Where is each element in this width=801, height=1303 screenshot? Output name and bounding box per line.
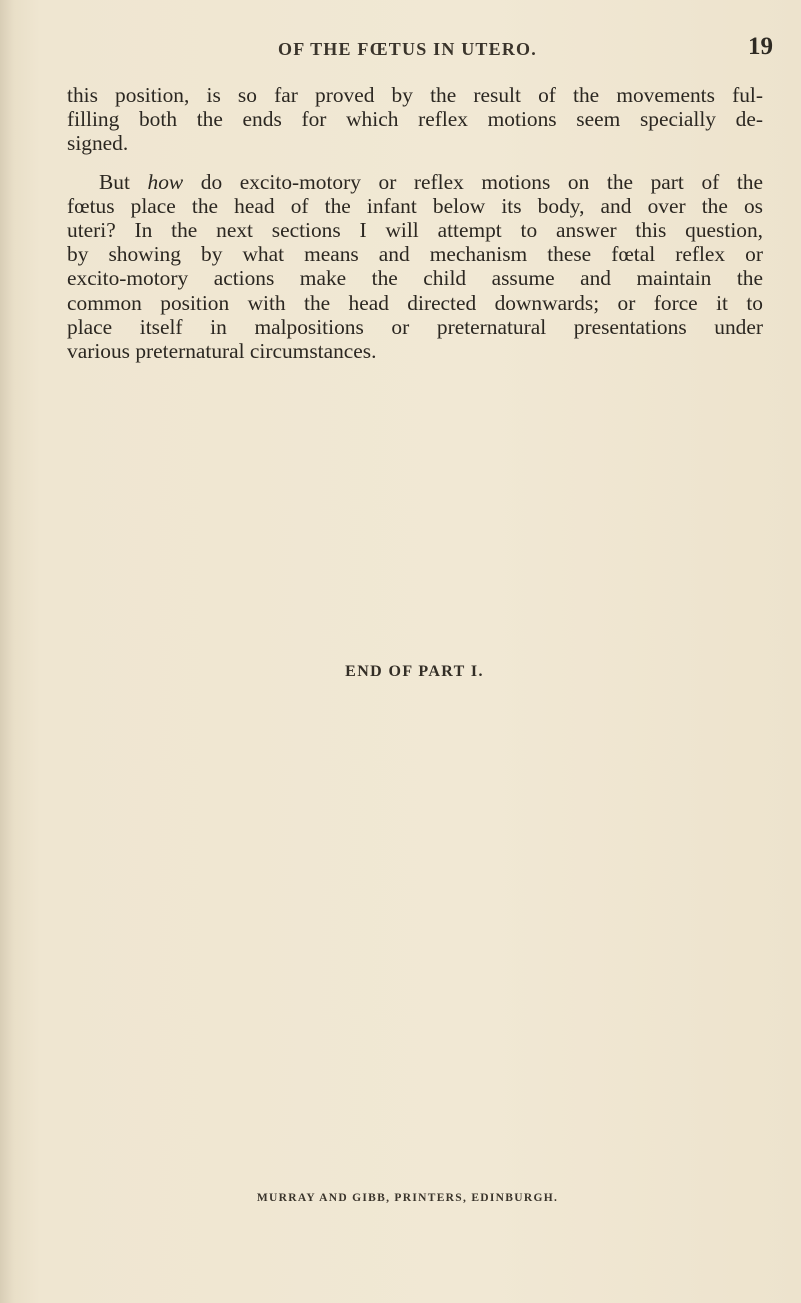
text-line: uteri? In the next sections I will attempt to answer this question, xyxy=(67,218,763,243)
text-line: fœtus place the head of the infant below its body, and over the os xyxy=(67,193,763,218)
end-of-part-text: END OF PART I. xyxy=(345,663,484,680)
body-text xyxy=(67,83,763,363)
printer-imprint xyxy=(0,1188,801,1206)
text-line: common position with the head directed downwards; or force it to xyxy=(67,290,763,315)
paragraph-2 xyxy=(67,170,763,364)
paragraph-1 xyxy=(67,83,763,156)
text-line: filling both the ends for which reflex motions seem specially de- xyxy=(67,107,763,132)
text-span: do excito-motory or reflex motions on the part of the xyxy=(200,169,763,194)
end-of-part-heading xyxy=(0,663,801,681)
text-line: various preternatural circumstances. xyxy=(67,339,377,364)
running-head xyxy=(0,33,801,63)
text-line: signed. xyxy=(67,131,129,156)
text-line: place itself in malpositions or preternatural presentations under xyxy=(67,314,763,339)
text-line: this position, is so far proved by the result of the movements ful- xyxy=(67,83,763,107)
italic-word: how xyxy=(147,169,184,194)
text-span: But xyxy=(99,169,130,194)
running-title: OF THE FŒTUS IN UTERO. xyxy=(278,39,537,59)
text-line: excito-motory actions make the child assume and maintain the xyxy=(67,266,763,291)
text-line: by showing by what means and mechanism these fœtal reflex or xyxy=(67,242,763,267)
page-number: 19 xyxy=(748,33,773,60)
text-line xyxy=(67,170,763,194)
printer-imprint-text: MURRAY AND GIBB, PRINTERS, EDINBURGH. xyxy=(256,1192,559,1204)
